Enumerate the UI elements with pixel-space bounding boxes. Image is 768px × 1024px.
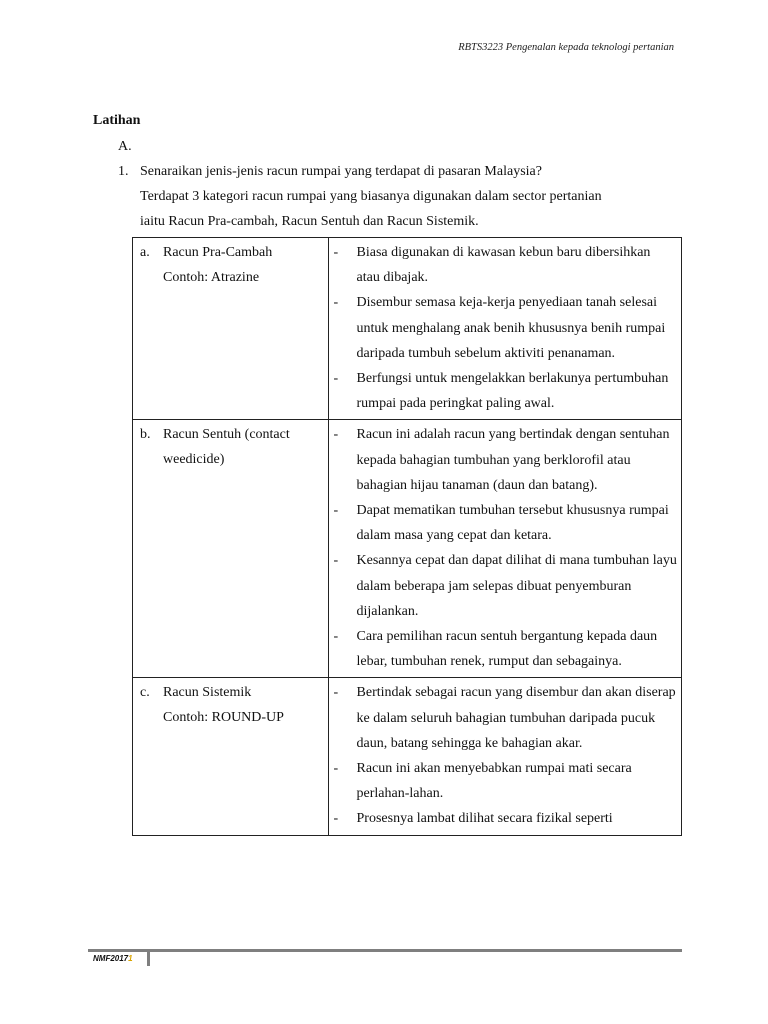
page-number: 1 bbox=[128, 954, 133, 963]
list-item: - Berfungsi untuk mengelakkan berlakunya pertumbuhan rumpai pada peringkat paling awal. bbox=[333, 371, 669, 412]
list-item: - Cara pemilihan racun sentuh bergantung kepada daun lebar, tumbuhan renek, rumput dan sebagainya. bbox=[333, 629, 658, 670]
category-cell bbox=[133, 678, 329, 835]
page-footer bbox=[93, 954, 133, 963]
list-item: - Disembur semasa keja-kerja penyediaan tanah selesai untuk menghalang anak benih khususnya benih rumpai daripada tumbuh sebelum aktiviti penanaman. bbox=[333, 295, 666, 361]
category-name: Racun Sistemik bbox=[163, 685, 252, 701]
list-item: - Dapat mematikan tumbuhan tersebut khususnya rumpai dalam masa yang cepat dan ketara. bbox=[333, 503, 669, 544]
category-example: Contoh: Atrazine bbox=[163, 270, 260, 285]
section-heading: Latihan bbox=[93, 113, 141, 128]
category-name: Racun Sentuh (contact weedicide) bbox=[163, 427, 290, 468]
description-cell bbox=[328, 678, 681, 835]
running-header: RBTS3223 Pengenalan kepada teknologi pertanian bbox=[458, 42, 674, 53]
answer-intro-line-2: iaitu Racun Pra-cambah, Racun Sentuh dan Racun Sistemik. bbox=[140, 214, 479, 229]
herbicide-table bbox=[132, 237, 682, 836]
footer-page-marker bbox=[147, 951, 150, 966]
list-item: - Racun ini adalah racun yang bertindak dengan sentuhan kepada bahagian tumbuhan yang berklorofil atau bahagian hijau tanaman (daun dan batang). bbox=[333, 427, 670, 493]
list-item: - Racun ini akan menyebabkan rumpai mati secara perlahan-lahan. bbox=[333, 761, 632, 802]
list-item: - Bertindak sebagai racun yang disembur dan akan diserap ke dalam seluruh bahagian tumbuhan daripada pucuk daun, batang sehingga ke bahagian akar. bbox=[333, 685, 676, 751]
description-cell bbox=[328, 238, 681, 420]
category-name: Racun Pra-Cambah bbox=[163, 245, 273, 260]
category-example: Contoh: ROUND-UP bbox=[163, 710, 284, 726]
question-number: 1. bbox=[118, 164, 129, 179]
category-cell bbox=[133, 238, 329, 420]
category-cell bbox=[133, 420, 329, 678]
table-row bbox=[133, 678, 682, 835]
row-letter: b. bbox=[140, 427, 151, 443]
description-cell bbox=[328, 420, 681, 678]
row-letter: c. bbox=[140, 685, 150, 701]
table-row bbox=[133, 238, 682, 420]
footer-code: NMF2017 bbox=[93, 954, 129, 963]
list-item: - Prosesnya lambat dilihat secara fizikal seperti bbox=[333, 811, 613, 827]
row-letter: a. bbox=[140, 245, 150, 260]
question-text: Senaraikan jenis-jenis racun rumpai yang terdapat di pasaran Malaysia? bbox=[140, 164, 542, 179]
list-item: - Kesannya cepat dan dapat dilihat di mana tumbuhan layu dalam beberapa jam selepas dibuat penyemburan dijalankan. bbox=[333, 553, 677, 619]
list-item: - Biasa digunakan di kawasan kebun baru dibersihkan atau dibajak. bbox=[333, 245, 651, 286]
subsection-label: A. bbox=[118, 139, 132, 154]
footer-divider bbox=[88, 949, 682, 952]
table-row bbox=[133, 420, 682, 678]
answer-intro-line-1: Terdapat 3 kategori racun rumpai yang biasanya digunakan dalam sector pertanian bbox=[140, 189, 602, 204]
